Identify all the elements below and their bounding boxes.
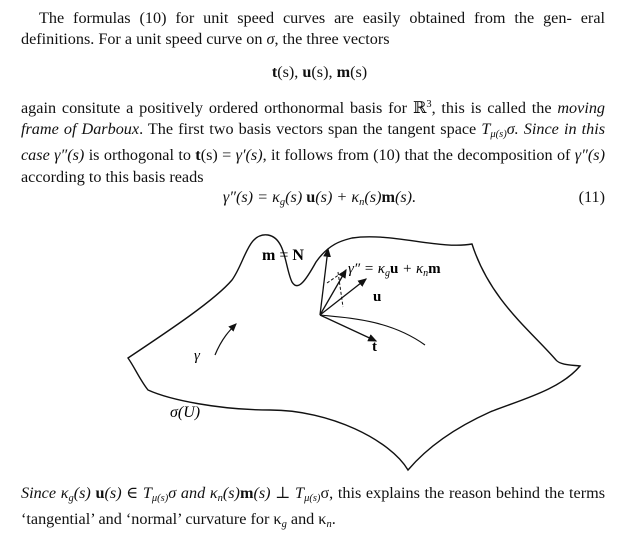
label-m-eq-N: m = N: [262, 247, 304, 264]
p2-l1a: again consitute a positively ordered orthonormal basis for: [21, 99, 413, 117]
p2-l2b: . The first two basis vectors span the tangent: [139, 120, 436, 139]
vec-m: m: [336, 63, 351, 81]
vec-u: u: [302, 63, 312, 81]
p3-sub2: μ(s): [304, 493, 321, 504]
p2-l3c: γ″(s): [54, 146, 85, 165]
p3-l2g: g: [281, 519, 287, 531]
label-u: u: [373, 289, 382, 305]
p3-l1a: Since κ: [21, 484, 69, 502]
p3-l2c: .: [331, 510, 336, 529]
p2-sup: 3: [426, 99, 432, 110]
dashed-projection-2: [327, 272, 343, 283]
p3-l1d: σ and κ: [168, 484, 218, 502]
eq-n: n: [359, 197, 365, 208]
vec-t: t: [271, 63, 278, 81]
p3-l1f: (s) ⊥ T: [253, 484, 305, 502]
vector-t: [320, 315, 376, 341]
eq-end: (s).: [394, 188, 417, 206]
eq-mid1: (s): [285, 188, 307, 206]
label-gamma: γ: [194, 348, 200, 364]
gamma-curve: [215, 324, 236, 355]
p3-sub: μ(s): [151, 493, 169, 504]
p3-l1e: (s): [222, 484, 240, 502]
eq-mid2: (s) + κ: [315, 188, 360, 206]
p3-m: m: [239, 484, 254, 502]
vec-t-arg: (s): [277, 63, 295, 81]
p3-l2n: n: [326, 519, 332, 531]
eq-g: g: [279, 197, 286, 208]
label-gamma-dd: $\gamma'' = \kappa_gu + \kappa_nm$: [348, 261, 441, 279]
vec-sep1: ,: [294, 63, 303, 81]
p2-sub: μ(s): [490, 129, 507, 141]
p2-l4b: γ″(s): [574, 146, 605, 165]
p2-em: moving frame of Darboux: [21, 99, 606, 139]
p3-u: u: [95, 484, 105, 502]
equation-number: (11): [578, 188, 605, 206]
p2-l4a: from (10) that the decomposition of: [337, 146, 575, 165]
vec-sep2: ,: [328, 63, 337, 81]
vector-gamma-dd: [320, 270, 346, 315]
p3-l1b: (s): [73, 484, 96, 502]
p3-l2a: behind the terms ‘tangential’ and ‘normal’ curvature for κ: [21, 484, 606, 529]
label-t: t: [372, 339, 377, 355]
p2-l3a: space: [440, 120, 482, 139]
p1-line2b: , the three vectors: [274, 30, 390, 49]
p2-t: t: [195, 146, 201, 165]
p3-n: n: [217, 493, 223, 504]
p1-line2a: eral definitions. For a unit speed curve on: [21, 9, 606, 49]
vector-u: [320, 279, 366, 315]
vector-N: [320, 249, 328, 315]
p3-g: g: [68, 493, 74, 504]
eq-mid3: (s): [364, 188, 382, 206]
p3-l2b: and κ: [286, 510, 327, 529]
p2-l3b: σ. Since in this case: [21, 120, 606, 165]
label-sigma-U: σ(U): [170, 404, 201, 421]
p2-l1b: , this is called: [431, 99, 526, 117]
p3-l1c: (s) ∈ T: [104, 484, 152, 502]
vec-u-arg: (s): [311, 63, 329, 81]
p1-line1: The formulas (10) for unit speed curves are easily obtained from the gen-: [39, 9, 572, 27]
p2-T: T: [481, 120, 491, 139]
p1-sigma: σ: [266, 30, 275, 49]
eq-u: u: [306, 188, 316, 206]
p2-l3d: is orthogonal to: [84, 146, 196, 165]
eq-lhs: γ″(s) = κ: [222, 188, 280, 206]
p2-l3g: , it follows: [262, 146, 333, 165]
p3-l1g: σ, this explains the reason: [320, 484, 492, 502]
p2-l3f: γ′(s): [235, 146, 263, 165]
p2-R: ℝ: [412, 99, 427, 117]
p2-l4c: according to this basis reads: [21, 167, 204, 186]
paragraph-3: [21, 483, 605, 535]
p2-l2a: the: [531, 99, 558, 117]
p2-l3e: (s) =: [200, 146, 236, 165]
vec-m-arg: (s): [350, 63, 368, 81]
eq-m: m: [381, 188, 395, 206]
